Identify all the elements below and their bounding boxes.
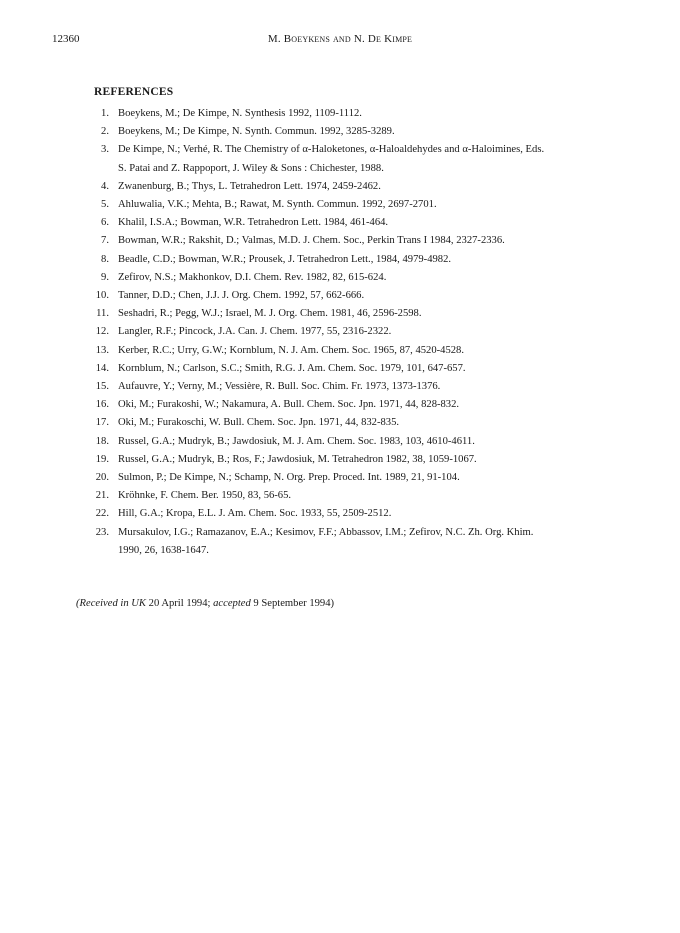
- reference-number: 14.: [95, 362, 109, 374]
- reference-item: [84, 105, 644, 123]
- reference-item: [84, 287, 644, 305]
- accepted-date: 9 September 1994): [250, 598, 335, 609]
- reference-number: 9.: [101, 271, 109, 283]
- received-note: [76, 598, 334, 609]
- reference-text: [118, 305, 644, 323]
- reference-number: 19.: [95, 453, 109, 465]
- reference-number: 21.: [95, 490, 109, 502]
- reference-line: Beadle, C.D.; Bowman, W.R.; Prousek, J. Tetrahedron Lett., 1984, 4979-4982.: [118, 253, 452, 265]
- reference-text: [118, 269, 644, 287]
- reference-line: Boeykens, M.; De Kimpe, N. Synth. Commun. 1992, 3285-3289.: [118, 126, 395, 138]
- reference-number: 16.: [95, 399, 109, 411]
- reference-text: [118, 342, 644, 360]
- reference-number: 23.: [95, 526, 109, 538]
- page-header: [0, 33, 680, 49]
- reference-item: [84, 305, 644, 323]
- reference-text: [118, 414, 644, 432]
- reference-item: [84, 178, 644, 196]
- reference-item: [84, 433, 644, 451]
- reference-number: 4.: [101, 180, 109, 192]
- reference-number: 6.: [101, 217, 109, 229]
- reference-item: [84, 323, 644, 341]
- reference-item: [84, 196, 644, 214]
- reference-text: [118, 469, 644, 487]
- reference-line: Kerber, R.C.; Urry, G.W.; Kornblum, N. J. Am. Chem. Soc. 1965, 87, 4520-4528.: [118, 344, 465, 356]
- reference-line: Kornblum, N.; Carlson, S.C.; Smith, R.G. J. Am. Chem. Soc. 1979, 101, 647-657.: [118, 362, 466, 374]
- reference-list: [84, 105, 644, 560]
- reference-item: [84, 396, 644, 414]
- reference-number: 18.: [95, 435, 109, 447]
- reference-text: [118, 123, 644, 141]
- reference-item: [84, 414, 644, 432]
- reference-number: 22.: [95, 508, 109, 520]
- reference-line: Hill, G.A.; Kropa, E.L. J. Am. Chem. Soc. 1933, 55, 2509-2512.: [118, 508, 392, 520]
- reference-number: 15.: [95, 381, 109, 393]
- reference-text: [118, 196, 644, 214]
- reference-number: 17.: [95, 417, 109, 429]
- received-date: 20 April 1994;: [146, 598, 214, 609]
- reference-text: [118, 287, 644, 305]
- reference-text: [118, 251, 644, 269]
- reference-item: [84, 232, 644, 250]
- reference-line: Bowman, W.R.; Rakshit, D.; Valmas, M.D. J. Chem. Soc., Perkin Trans I 1984, 2327-2336.: [118, 235, 505, 247]
- reference-number: 10.: [95, 290, 109, 302]
- reference-text: [118, 141, 644, 177]
- reference-item: [84, 141, 644, 177]
- reference-line: 1990, 26, 1638-1647.: [118, 544, 209, 556]
- page-number: 12360: [52, 33, 80, 45]
- reference-text: [118, 451, 644, 469]
- reference-item: [84, 451, 644, 469]
- reference-item: [84, 123, 644, 141]
- reference-item: [84, 269, 644, 287]
- reference-number: 12.: [95, 326, 109, 338]
- reference-number: 7.: [101, 235, 109, 247]
- reference-line: Russel, G.A.; Mudryk, B.; Jawdosiuk, M. J. Am. Chem. Soc. 1983, 103, 4610-4611.: [118, 435, 475, 447]
- references-heading: REFERENCES: [94, 86, 174, 98]
- reference-text: [118, 323, 644, 341]
- reference-line: Khalil, I.S.A.; Bowman, W.R. Tetrahedron Lett. 1984, 461-464.: [118, 217, 389, 229]
- reference-item: [84, 487, 644, 505]
- reference-text: [118, 524, 644, 560]
- reference-line: Langler, R.F.; Pincock, J.A. Can. J. Chem. 1977, 55, 2316-2322.: [118, 326, 392, 338]
- reference-number: 5.: [101, 199, 109, 211]
- reference-line: Russel, G.A.; Mudryk, B.; Ros, F.; Jawdosiuk, M. Tetrahedron 1982, 38, 1059-1067.: [118, 453, 477, 465]
- reference-number: 8.: [101, 253, 109, 265]
- reference-item: [84, 342, 644, 360]
- reference-number: 1.: [101, 108, 109, 119]
- reference-item: [84, 251, 644, 269]
- reference-item: [84, 214, 644, 232]
- reference-line: Ahluwalia, V.K.; Mehta, B.; Rawat, M. Synth. Commun. 1992, 2697-2701.: [118, 199, 437, 211]
- received-label: (Received in UK: [76, 598, 147, 609]
- reference-line: S. Patai and Z. Rappoport, J. Wiley & Sons : Chichester, 1988.: [118, 162, 384, 174]
- reference-number: 2.: [101, 126, 109, 138]
- reference-text: [118, 105, 644, 123]
- reference-text: [118, 433, 644, 451]
- reference-line: Zefirov, N.S.; Makhonkov, D.I. Chem. Rev. 1982, 82, 615-624.: [118, 271, 387, 283]
- reference-line: Boeykens, M.; De Kimpe, N. Synthesis 1992, 1109-1112.: [118, 108, 362, 119]
- reference-text: [118, 487, 644, 505]
- reference-number: 3.: [101, 144, 109, 156]
- reference-item: [84, 524, 644, 560]
- reference-number: 13.: [95, 344, 109, 356]
- accepted-label: accepted: [213, 598, 251, 609]
- reference-text: [118, 396, 644, 414]
- reference-line: Kröhnke, F. Chem. Ber. 1950, 83, 56-65.: [118, 490, 292, 502]
- reference-text: [118, 378, 644, 396]
- reference-line: De Kimpe, N.; Verhé, R. The Chemistry of α-Haloketones, α-Haloaldehydes and α-Haloimines, Eds.: [118, 144, 545, 156]
- reference-item: [84, 469, 644, 487]
- reference-number: 20.: [95, 472, 109, 484]
- reference-number: 11.: [96, 308, 109, 320]
- reference-text: [118, 214, 644, 232]
- reference-text: [118, 232, 644, 250]
- reference-text: [118, 505, 644, 523]
- reference-text: [118, 178, 644, 196]
- reference-line: Tanner, D.D.; Chen, J.J. J. Org. Chem. 1992, 57, 662-666.: [118, 290, 365, 302]
- reference-line: Zwanenburg, B.; Thys, L. Tetrahedron Lett. 1974, 2459-2462.: [118, 180, 381, 192]
- reference-item: [84, 378, 644, 396]
- reference-item: [84, 360, 644, 378]
- reference-line: Oki, M.; Furakoschi, W. Bull. Chem. Soc. Jpn. 1971, 44, 832-835.: [118, 417, 400, 429]
- reference-line: Sulmon, P.; De Kimpe, N.; Schamp, N. Org. Prep. Proced. Int. 1989, 21, 91-104.: [118, 472, 460, 484]
- reference-text: [118, 360, 644, 378]
- running-head: M. Boeykens and N. De Kimpe: [267, 33, 413, 45]
- reference-line: Mursakulov, I.G.; Ramazanov, E.A.; Kesimov, F.F.; Abbassov, I.M.; Zefirov, N.C. Zh. Org. Khim.: [118, 526, 534, 538]
- reference-line: Seshadri, R.; Pegg, W.J.; Israel, M. J. Org. Chem. 1981, 46, 2596-2598.: [118, 308, 422, 320]
- reference-line: Oki, M.; Furakoshi, W.; Nakamura, A. Bull. Chem. Soc. Jpn. 1971, 44, 828-832.: [118, 399, 460, 411]
- reference-item: [84, 505, 644, 523]
- reference-line: Aufauvre, Y.; Verny, M.; Vessière, R. Bull. Soc. Chim. Fr. 1973, 1373-1376.: [118, 381, 441, 393]
